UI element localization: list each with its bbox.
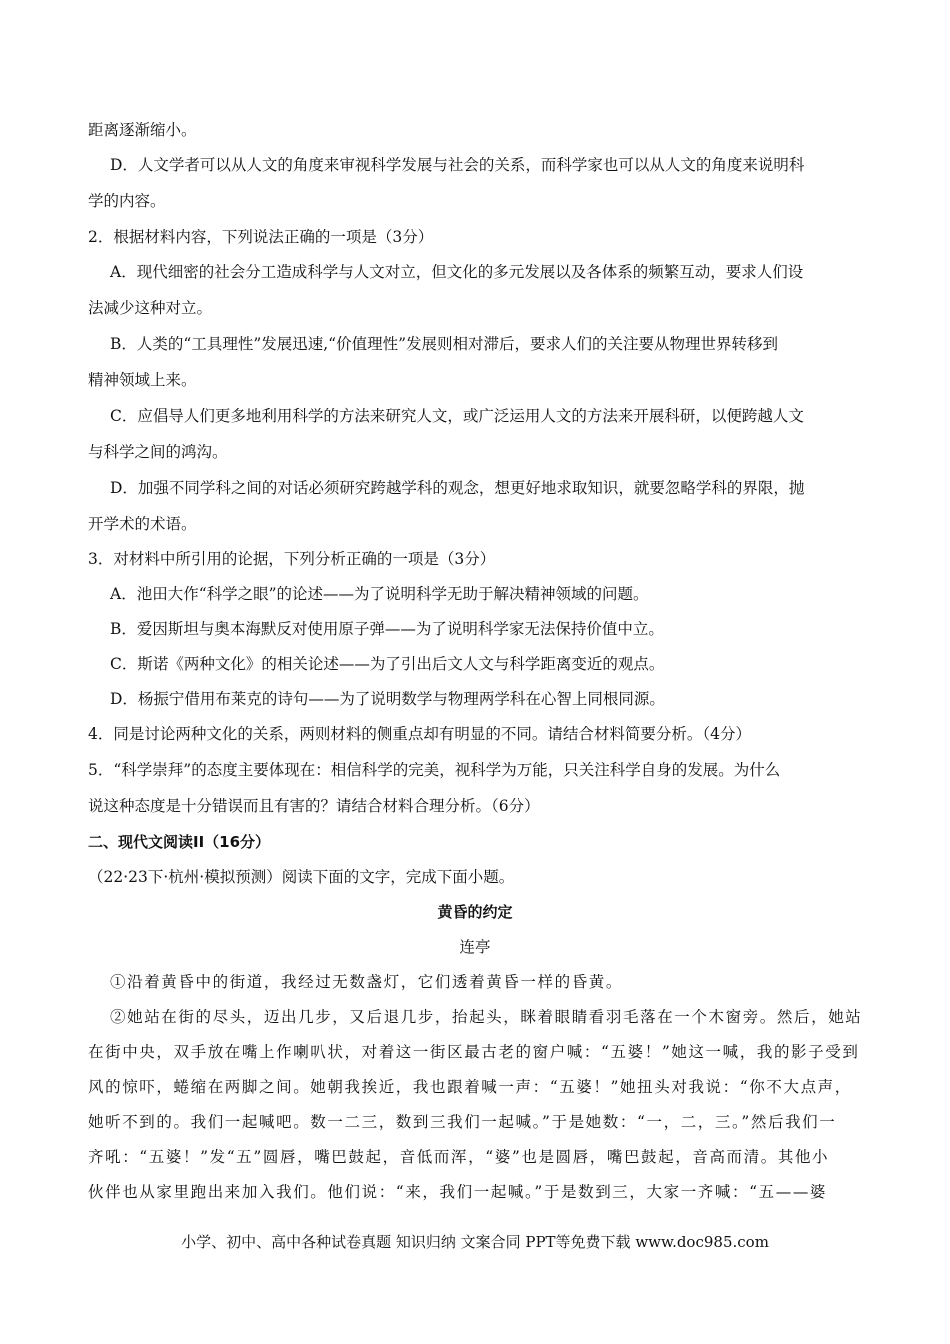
q1-option-c-continuation: 距离逐渐缩小。 — [88, 121, 197, 139]
question-2-stem: 2．根据材料内容，下列说法正确的一项是（3分） — [88, 228, 434, 246]
question-5-line1: 5．“科学崇拜”的态度主要体现在：相信科学的完美，视科学为万能，只关注科学自身的发展。为什么 — [88, 761, 781, 779]
q2-option-c-line1: C．应倡导人们更多地利用科学的方法来研究人文，或广泛运用人文的方法来开展科研，以便跨越人文 — [110, 407, 804, 425]
story-paragraph-2-line4: 她听不到的。我们一起喊吧。数一二三，数到三我们一起喊。”于是她数：“一，二，三。”然后我们一 — [88, 1113, 837, 1131]
story-paragraph-2-line6: 伙伴也从家里跑出来加入我们。他们说：“来，我们一起喊。”于是数到三，大家一齐喊：“五——婆 — [88, 1183, 828, 1201]
q2-option-a-line1: A．现代细密的社会分工造成科学与人文对立，但文化的多元发展以及各体系的频繁互动，要求人们设 — [110, 263, 804, 281]
q3-option-b: B．爱因斯坦与奥本海默反对使用原子弹——为了说明科学家无法保持价值中立。 — [110, 620, 664, 638]
q3-option-c: C．斯诺《两种文化》的相关论述——为了引出后文人文与科学距离变近的观点。 — [110, 655, 665, 673]
q2-option-b-line1: B．人类的“工具理性”发展迅速,“价值理性”发展则相对滞后，要求人们的关注要从物理世界转移到 — [110, 335, 779, 353]
q2-option-d-line1: D．加强不同学科之间的对话必须研究跨越学科的观念，想更好地求取知识，就要忽略学科的界限，抛 — [110, 479, 805, 497]
story-paragraph-2-line3: 风的惊吓，蜷缩在两脚之间。她朝我挨近，我也跟着喊一声：“五婆！”她扭头对我说：“你不大点声， — [88, 1078, 852, 1096]
q1-option-d-line1: D．人文学者可以从人文的角度来审视科学发展与社会的关系，而科学家也可以从人文的角度来说明科 — [110, 156, 805, 174]
section-intro: （22·23下·杭州·模拟预测）阅读下面的文字，完成下面小题。 — [88, 868, 515, 886]
story-paragraph-2-line2: 在街中央，双手放在嘴上作喇叭状，对着这一街区最古老的窗户喊：“五婆！”她这一喊，我的影子受到 — [88, 1043, 860, 1061]
story-paragraph-2-line1: ②她站在街的尽头，迈出几步，又后退几步，抬起头，眯着眼睛看羽毛落在一个木窗旁。然后，她站 — [110, 1008, 863, 1026]
story-paragraph-2-line5: 齐吼：“五婆！”发“五”圆唇，嘴巴鼓起，音低而浑，“婆”也是圆唇，嘴巴鼓起，音高而清。其他小 — [88, 1148, 830, 1166]
q1-option-d-line2: 学的内容。 — [88, 192, 166, 210]
q3-option-a: A．池田大作“科学之眼”的论述——为了说明科学无助于解决精神领域的问题。 — [110, 585, 649, 603]
section-heading: 二、现代文阅读II（16分） — [88, 833, 271, 851]
q3-option-d: D．杨振宁借用布莱克的诗句——为了说明数学与物理两学科在心智上同根同源。 — [110, 690, 665, 708]
story-title: 黄昏的约定 — [437, 903, 513, 921]
q2-option-c-line2: 与科学之间的鸿沟。 — [88, 443, 228, 461]
story-paragraph-1: ①沿着黄昏中的街道，我经过无数盏灯，它们透着黄昏一样的昏黄。 — [110, 973, 624, 991]
story-author: 连亭 — [459, 938, 491, 956]
question-4: 4．同是讨论两种文化的关系，两则材料的侧重点却有明显的不同。请结合材料简要分析。（4分） — [88, 725, 751, 743]
q2-option-a-line2: 法减少这种对立。 — [88, 299, 213, 317]
question-3-stem: 3．对材料中所引用的论据，下列分析正确的一项是（3分） — [88, 550, 496, 568]
q2-option-b-line2: 精神领域上来。 — [88, 371, 197, 389]
page-footer: 小学、初中、高中各种试卷真题 知识归纳 文案合同 PPT等免费下载 www.doc985.com — [181, 1233, 769, 1251]
question-5-line2: 说这种态度是十分错误而且有害的？请结合材料合理分析。（6分） — [88, 797, 540, 815]
q2-option-d-line2: 开学术的术语。 — [88, 515, 197, 533]
